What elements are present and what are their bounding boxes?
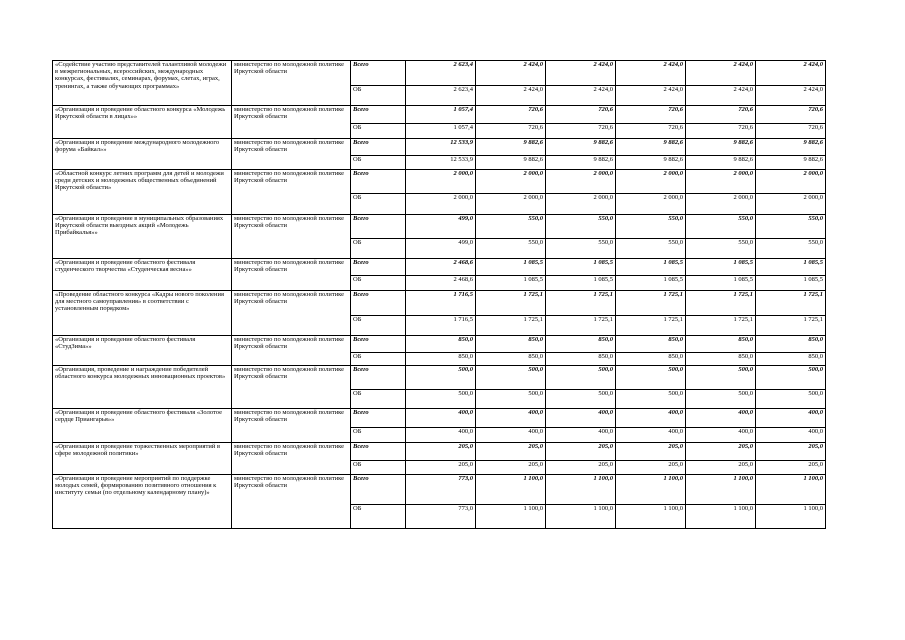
activity-name: «Организация и проведение мероприятий по поддержке молодых семей, формированию позитивного отношения к институту семьи (по отдельному календарному плану)» <box>53 475 232 529</box>
ob-amount-cell: 1 725,1 <box>616 316 686 336</box>
total-amount-cell: 2 424,0 <box>756 61 826 86</box>
activity-name: «Организация и проведение областного фестиваля студенческого творчества «Студенческая весна»» <box>53 259 232 291</box>
ob-amount-cell: 1 100,0 <box>546 505 616 529</box>
ob-amount-cell: 720,6 <box>686 124 756 139</box>
total-amount-cell: 9 882,6 <box>476 139 546 156</box>
ob-amount-cell: 205,0 <box>686 461 756 475</box>
total-amount-cell: 550,0 <box>546 215 616 239</box>
funding-source-total-label: Всего <box>351 61 406 86</box>
funding-source-ob-label: ОБ <box>351 124 406 139</box>
ob-amount-cell: 1 100,0 <box>686 505 756 529</box>
activity-total-row <box>53 106 826 124</box>
total-amount-cell: 850,0 <box>546 336 616 353</box>
total-amount-cell: 1 085,5 <box>756 259 826 276</box>
activity-total-row <box>53 366 826 390</box>
activity-total-row <box>53 443 826 461</box>
total-amount-cell: 2 424,0 <box>616 61 686 86</box>
activity-total-row <box>53 170 826 194</box>
ob-amount-cell: 850,0 <box>686 353 756 366</box>
total-amount-cell: 720,6 <box>476 106 546 124</box>
ob-amount-cell: 720,6 <box>756 124 826 139</box>
activity-total-row <box>53 215 826 239</box>
funding-source-ob-label: ОБ <box>351 353 406 366</box>
total-amount-cell: 400,0 <box>546 409 616 428</box>
total-amount-cell: 2 000,0 <box>686 170 756 194</box>
total-amount-cell: 1 085,5 <box>476 259 546 276</box>
ob-amount-cell: 1 725,1 <box>546 316 616 336</box>
activity-total-row <box>53 291 826 316</box>
ob-amount-cell: 400,0 <box>686 428 756 443</box>
ob-amount-cell: 500,0 <box>756 390 826 409</box>
total-amount-cell: 2 424,0 <box>546 61 616 86</box>
funding-source-ob-label: ОБ <box>351 156 406 170</box>
total-amount-cell: 550,0 <box>476 215 546 239</box>
ob-amount-cell: 550,0 <box>616 239 686 259</box>
funding-source-total-label: Всего <box>351 336 406 353</box>
total-amount-cell: 500,0 <box>686 366 756 390</box>
total-amount-cell: 850,0 <box>476 336 546 353</box>
total-amount-cell: 500,0 <box>756 366 826 390</box>
responsible-executor: министерство по молодежной политике Иркутской области <box>232 443 351 475</box>
activity-name: «Организация и проведение областного конкурса «Молодежь Иркутской области в лицах»» <box>53 106 232 139</box>
ob-amount-cell: 500,0 <box>686 390 756 409</box>
total-amount-cell: 2 424,0 <box>476 61 546 86</box>
funding-source-total-label: Всего <box>351 443 406 461</box>
total-amount-cell: 720,6 <box>756 106 826 124</box>
responsible-executor: министерство по молодежной политике Иркутской области <box>232 336 351 366</box>
ob-amount-cell: 9 882,6 <box>546 156 616 170</box>
ob-amount-cell: 850,0 <box>756 353 826 366</box>
funding-source-ob-label: ОБ <box>351 505 406 529</box>
ob-amount-cell: 550,0 <box>546 239 616 259</box>
ob-amount-cell: 550,0 <box>476 239 546 259</box>
ob-amount-cell: 205,0 <box>406 461 476 475</box>
ob-amount-cell: 773,0 <box>406 505 476 529</box>
total-amount-cell: 205,0 <box>686 443 756 461</box>
total-amount-cell: 500,0 <box>476 366 546 390</box>
total-amount-cell: 1 100,0 <box>476 475 546 505</box>
activity-name: «Организация и проведение международного молодежного форума «Байкал»» <box>53 139 232 170</box>
total-amount-cell: 720,6 <box>686 106 756 124</box>
total-amount-cell: 205,0 <box>546 443 616 461</box>
ob-amount-cell: 1 725,1 <box>476 316 546 336</box>
ob-amount-cell: 400,0 <box>476 428 546 443</box>
activity-total-row <box>53 409 826 428</box>
ob-amount-cell: 720,6 <box>616 124 686 139</box>
activity-name: «Организация и проведение в муниципальных образованиях Иркутской области выездных акций «Молодежь Прибайкалья»» <box>53 215 232 259</box>
total-amount-cell: 550,0 <box>616 215 686 239</box>
total-amount-cell: 205,0 <box>616 443 686 461</box>
total-amount-cell: 1 085,5 <box>616 259 686 276</box>
total-amount-cell: 1 085,5 <box>546 259 616 276</box>
total-amount-cell: 720,6 <box>616 106 686 124</box>
total-amount-cell: 400,0 <box>756 409 826 428</box>
activity-name: «Содействие участию представителей талантливой молодежи в межрегиональных, всероссийских, международных конкурсах, фестивалях, семинарах, форумах, слетах, играх, тренингах, а также обучающих программах» <box>53 61 232 106</box>
total-amount-cell: 1 100,0 <box>616 475 686 505</box>
total-amount-cell: 1 100,0 <box>546 475 616 505</box>
ob-amount-cell: 1 725,1 <box>756 316 826 336</box>
ob-amount-cell: 2 424,0 <box>616 86 686 106</box>
total-amount-cell: 1 716,5 <box>406 291 476 316</box>
total-amount-cell: 1 100,0 <box>686 475 756 505</box>
ob-amount-cell: 1 100,0 <box>476 505 546 529</box>
ob-amount-cell: 500,0 <box>406 390 476 409</box>
ob-amount-cell: 1 085,5 <box>616 276 686 291</box>
ob-amount-cell: 12 533,9 <box>406 156 476 170</box>
activity-total-row <box>53 336 826 353</box>
ob-amount-cell: 400,0 <box>546 428 616 443</box>
ob-amount-cell: 1 057,4 <box>406 124 476 139</box>
total-amount-cell: 2 000,0 <box>756 170 826 194</box>
ob-amount-cell: 205,0 <box>756 461 826 475</box>
ob-amount-cell: 205,0 <box>476 461 546 475</box>
funding-source-total-label: Всего <box>351 106 406 124</box>
activity-total-row <box>53 139 826 156</box>
total-amount-cell: 499,0 <box>406 215 476 239</box>
activity-name: «Организация, проведение и награждение победителей областного конкурса молодежных инновационных проектов» <box>53 366 232 409</box>
responsible-executor: министерство по молодежной политике Иркутской области <box>232 291 351 336</box>
responsible-executor: министерство по молодежной политике Иркутской области <box>232 259 351 291</box>
total-amount-cell: 205,0 <box>476 443 546 461</box>
total-amount-cell: 400,0 <box>686 409 756 428</box>
ob-amount-cell: 720,6 <box>546 124 616 139</box>
total-amount-cell: 1 085,5 <box>686 259 756 276</box>
total-amount-cell: 850,0 <box>406 336 476 353</box>
ob-amount-cell: 1 100,0 <box>616 505 686 529</box>
ob-amount-cell: 2 424,0 <box>476 86 546 106</box>
funding-source-ob-label: ОБ <box>351 86 406 106</box>
ob-amount-cell: 2 000,0 <box>686 194 756 215</box>
ob-amount-cell: 400,0 <box>616 428 686 443</box>
total-amount-cell: 1 725,1 <box>546 291 616 316</box>
total-amount-cell: 2 000,0 <box>406 170 476 194</box>
ob-amount-cell: 850,0 <box>476 353 546 366</box>
ob-amount-cell: 2 424,0 <box>756 86 826 106</box>
funding-source-ob-label: ОБ <box>351 461 406 475</box>
total-amount-cell: 550,0 <box>686 215 756 239</box>
total-amount-cell: 850,0 <box>616 336 686 353</box>
ob-amount-cell: 850,0 <box>546 353 616 366</box>
ob-amount-cell: 2 000,0 <box>476 194 546 215</box>
total-amount-cell: 550,0 <box>756 215 826 239</box>
ob-amount-cell: 2 000,0 <box>406 194 476 215</box>
funding-source-ob-label: ОБ <box>351 194 406 215</box>
ob-amount-cell: 850,0 <box>406 353 476 366</box>
activity-name: «Организация и проведение торжественных мероприятий в сфере молодежной политики» <box>53 443 232 475</box>
ob-amount-cell: 400,0 <box>756 428 826 443</box>
ob-amount-cell: 1 716,5 <box>406 316 476 336</box>
funding-source-ob-label: ОБ <box>351 390 406 409</box>
total-amount-cell: 500,0 <box>616 366 686 390</box>
ob-amount-cell: 1 085,5 <box>686 276 756 291</box>
total-amount-cell: 720,6 <box>546 106 616 124</box>
total-amount-cell: 12 533,9 <box>406 139 476 156</box>
funding-source-total-label: Всего <box>351 475 406 505</box>
total-amount-cell: 500,0 <box>546 366 616 390</box>
total-amount-cell: 400,0 <box>406 409 476 428</box>
funding-source-total-label: Всего <box>351 215 406 239</box>
funding-source-ob-label: ОБ <box>351 316 406 336</box>
total-amount-cell: 850,0 <box>686 336 756 353</box>
total-amount-cell: 9 882,6 <box>686 139 756 156</box>
ob-amount-cell: 9 882,6 <box>476 156 546 170</box>
ob-amount-cell: 550,0 <box>756 239 826 259</box>
funding-source-ob-label: ОБ <box>351 428 406 443</box>
ob-amount-cell: 2 000,0 <box>616 194 686 215</box>
budget-table-body <box>53 61 826 529</box>
total-amount-cell: 1 725,1 <box>476 291 546 316</box>
total-amount-cell: 850,0 <box>756 336 826 353</box>
ob-amount-cell: 9 882,6 <box>616 156 686 170</box>
total-amount-cell: 2 623,4 <box>406 61 476 86</box>
responsible-executor: министерство по молодежной политике Иркутской области <box>232 475 351 529</box>
funding-source-ob-label: ОБ <box>351 239 406 259</box>
ob-amount-cell: 550,0 <box>686 239 756 259</box>
activity-total-row <box>53 61 826 86</box>
total-amount-cell: 1 057,4 <box>406 106 476 124</box>
funding-source-total-label: Всего <box>351 170 406 194</box>
total-amount-cell: 500,0 <box>406 366 476 390</box>
total-amount-cell: 205,0 <box>406 443 476 461</box>
total-amount-cell: 400,0 <box>476 409 546 428</box>
activity-name: «Организация и проведение областного фестиваля «Золотое сердце Приангарья»» <box>53 409 232 443</box>
ob-amount-cell: 205,0 <box>546 461 616 475</box>
total-amount-cell: 2 000,0 <box>546 170 616 194</box>
funding-source-total-label: Всего <box>351 366 406 390</box>
ob-amount-cell: 2 424,0 <box>546 86 616 106</box>
total-amount-cell: 1 725,1 <box>616 291 686 316</box>
ob-amount-cell: 400,0 <box>406 428 476 443</box>
responsible-executor: министерство по молодежной политике Иркутской области <box>232 139 351 170</box>
responsible-executor: министерство по молодежной политике Иркутской области <box>232 61 351 106</box>
activity-name: «Организация и проведение областного фестиваля «СтудЗима»» <box>53 336 232 366</box>
total-amount-cell: 205,0 <box>756 443 826 461</box>
ob-amount-cell: 2 000,0 <box>546 194 616 215</box>
activity-name: «Проведение областного конкурса «Кадры нового поколения для местного самоуправления» в соответствии с установленным порядком» <box>53 291 232 336</box>
ob-amount-cell: 1 725,1 <box>686 316 756 336</box>
total-amount-cell: 2 000,0 <box>476 170 546 194</box>
responsible-executor: министерство по молодежной политике Иркутской области <box>232 215 351 259</box>
ob-amount-cell: 9 882,6 <box>686 156 756 170</box>
total-amount-cell: 1 725,1 <box>686 291 756 316</box>
ob-amount-cell: 500,0 <box>476 390 546 409</box>
total-amount-cell: 400,0 <box>616 409 686 428</box>
responsible-executor: министерство по молодежной политике Иркутской области <box>232 106 351 139</box>
funding-source-total-label: Всего <box>351 409 406 428</box>
ob-amount-cell: 850,0 <box>616 353 686 366</box>
funding-source-total-label: Всего <box>351 259 406 276</box>
responsible-executor: министерство по молодежной политике Иркутской области <box>232 170 351 215</box>
budget-table <box>52 60 826 529</box>
total-amount-cell: 773,0 <box>406 475 476 505</box>
total-amount-cell: 9 882,6 <box>546 139 616 156</box>
ob-amount-cell: 1 085,5 <box>476 276 546 291</box>
ob-amount-cell: 720,6 <box>476 124 546 139</box>
ob-amount-cell: 1 100,0 <box>756 505 826 529</box>
ob-amount-cell: 1 085,5 <box>546 276 616 291</box>
ob-amount-cell: 500,0 <box>616 390 686 409</box>
ob-amount-cell: 2 468,6 <box>406 276 476 291</box>
total-amount-cell: 2 468,6 <box>406 259 476 276</box>
total-amount-cell: 9 882,6 <box>616 139 686 156</box>
responsible-executor: министерство по молодежной политике Иркутской области <box>232 409 351 443</box>
ob-amount-cell: 499,0 <box>406 239 476 259</box>
activity-total-row <box>53 475 826 505</box>
ob-amount-cell: 1 085,5 <box>756 276 826 291</box>
ob-amount-cell: 205,0 <box>616 461 686 475</box>
total-amount-cell: 2 424,0 <box>686 61 756 86</box>
total-amount-cell: 1 725,1 <box>756 291 826 316</box>
total-amount-cell: 2 000,0 <box>616 170 686 194</box>
funding-source-total-label: Всего <box>351 139 406 156</box>
ob-amount-cell: 500,0 <box>546 390 616 409</box>
funding-source-total-label: Всего <box>351 291 406 316</box>
total-amount-cell: 1 100,0 <box>756 475 826 505</box>
total-amount-cell: 9 882,6 <box>756 139 826 156</box>
activity-total-row <box>53 259 826 276</box>
ob-amount-cell: 2 623,4 <box>406 86 476 106</box>
ob-amount-cell: 9 882,6 <box>756 156 826 170</box>
ob-amount-cell: 2 000,0 <box>756 194 826 215</box>
responsible-executor: министерство по молодежной политике Иркутской области <box>232 366 351 409</box>
funding-source-ob-label: ОБ <box>351 276 406 291</box>
ob-amount-cell: 2 424,0 <box>686 86 756 106</box>
activity-name: «Областной конкурс летних программ для детей и молодежи среди детских и молодежных общественных объединений Иркутской области» <box>53 170 232 215</box>
